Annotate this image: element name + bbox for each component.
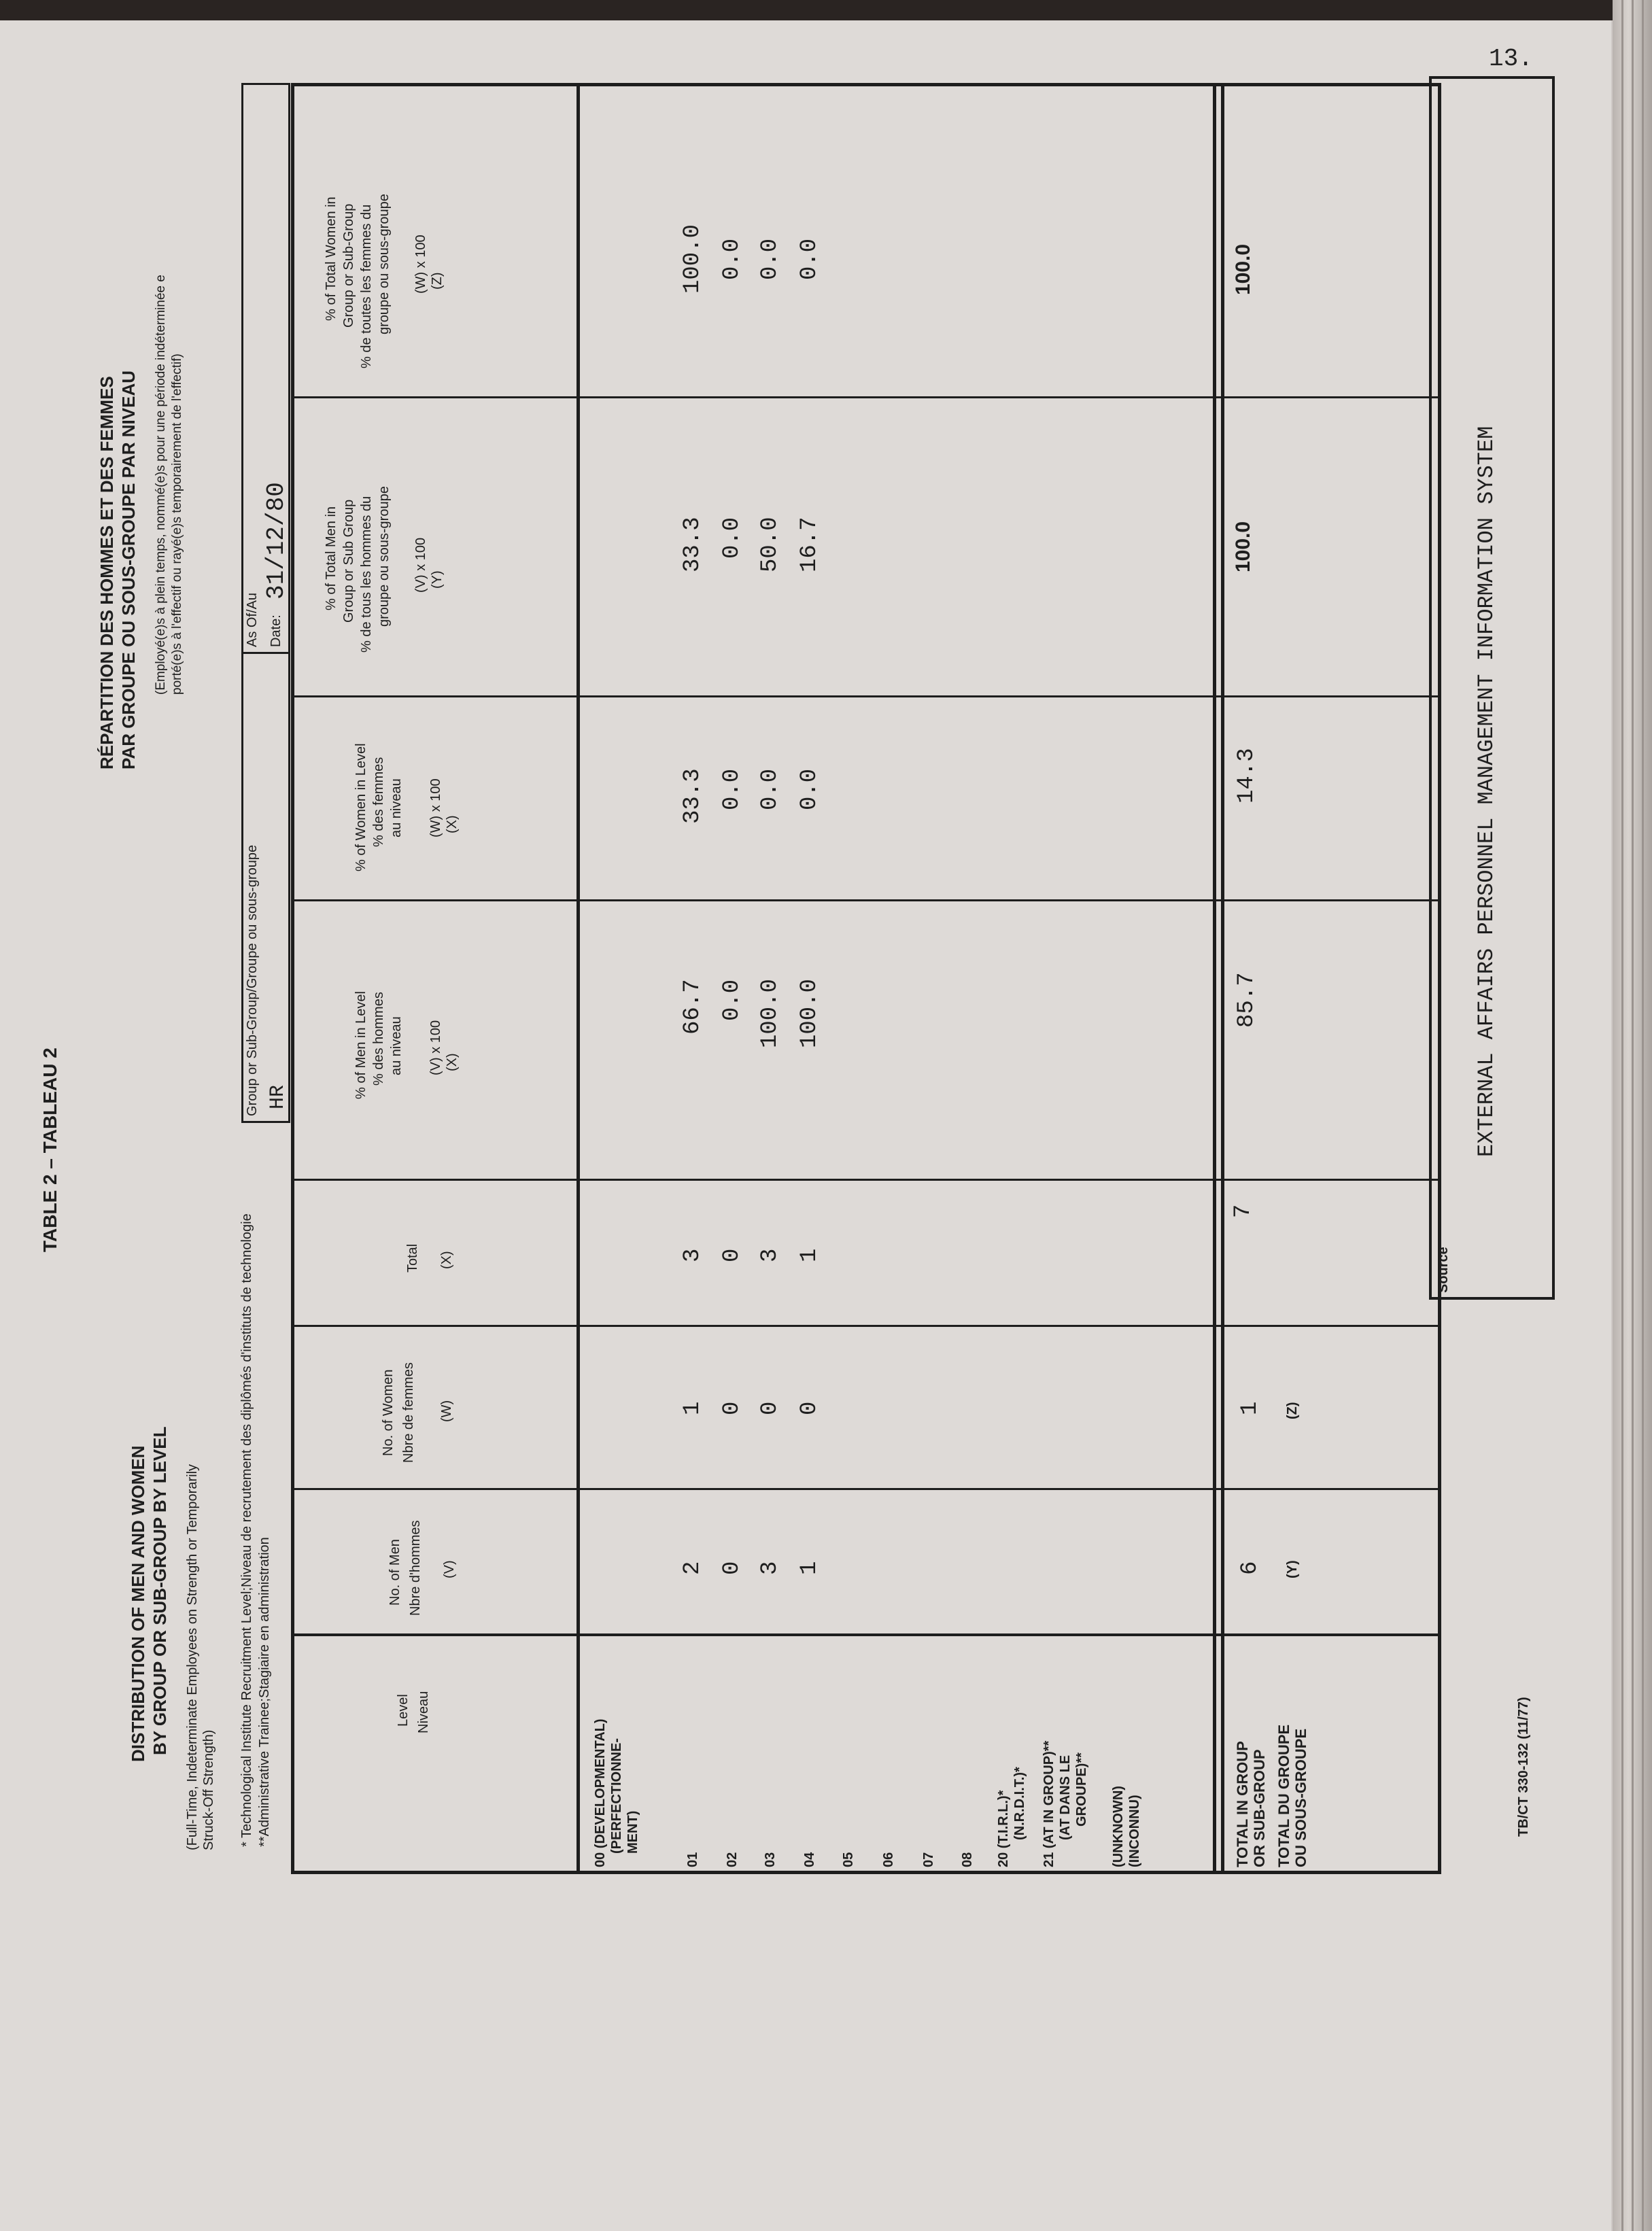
- r01-pct-men: 66.7: [680, 979, 706, 1035]
- r01-women: 1: [680, 1401, 706, 1415]
- source-label: Source: [1436, 1247, 1451, 1293]
- r03-pct-women: 0.0: [757, 768, 783, 810]
- r03-women: 0: [757, 1401, 783, 1415]
- header-pct-total-men-6: (Y): [430, 570, 445, 589]
- header-pct-total-men-4: groupe ou sous-groupe: [377, 486, 392, 627]
- subtitle-fr-line2: porté(e)s à l'effectif ou rayé(e)s temporairement de l'effectif): [170, 353, 184, 695]
- r04-total: 1: [797, 1248, 823, 1262]
- title-en-line1: DISTRIBUTION OF MEN AND WOMEN: [128, 1445, 148, 1762]
- header-total-letter: (X): [439, 1251, 454, 1269]
- total-label-4: OU SOUS-GROUPE: [1292, 1728, 1309, 1867]
- level-21-line2: (AT DANS LE: [1058, 1754, 1073, 1840]
- main-table: [291, 83, 1441, 1874]
- header-pct-women-3: au niveau: [389, 778, 404, 837]
- r03-pct-men: 100.0: [757, 978, 783, 1048]
- level-00-line2: (PERFECTIONNE-: [609, 1738, 624, 1854]
- header-pct-total-men-5: (V) x 100: [413, 537, 428, 593]
- level-08: 08: [960, 1852, 975, 1867]
- level-05: 05: [841, 1852, 856, 1867]
- header-pct-total-women-1: % of Total Women in: [324, 196, 339, 321]
- level-00-line3: MENT): [625, 1810, 640, 1854]
- level-07: 07: [921, 1852, 936, 1867]
- level-21-line1: 21 (AT IN GROUP)**: [1042, 1740, 1056, 1867]
- header-pct-total-women-3: % de toutes les femmes du: [359, 204, 374, 368]
- subtitle-en-line2: Struck-Off Strength): [201, 1729, 216, 1850]
- source-value: EXTERNAL AFFAIRS PERSONNEL MANAGEMENT INFORMATION SYSTEM: [1474, 426, 1499, 1157]
- page-number: 13.: [1489, 45, 1533, 73]
- header-pct-men-1: % of Men in Level: [354, 991, 368, 1099]
- page-edge-line: [1642, 0, 1644, 2231]
- page-edge-line: [1632, 0, 1634, 2231]
- title-en-line2: BY GROUP OR SUB-GROUP BY LEVEL: [150, 1426, 170, 1755]
- r03-pct-total-women: 0.0: [757, 238, 783, 280]
- r01-pct-total-men: 33.3: [680, 517, 706, 572]
- date-label: Date:: [269, 615, 283, 647]
- total-pct-men: 85.7: [1234, 972, 1260, 1028]
- header-pct-total-women-4: groupe ou sous-groupe: [377, 194, 392, 334]
- r03-total: 3: [757, 1248, 783, 1262]
- r04-pct-men: 100.0: [797, 978, 823, 1048]
- header-men-fr: Nbre d'hommes: [408, 1520, 423, 1616]
- r03-men: 3: [757, 1561, 783, 1575]
- subtitle-en-line1: (Full-Time, Indeterminate Employees on Strength or Temporarily: [185, 1464, 200, 1850]
- header-women-letter: (W): [439, 1400, 454, 1422]
- header-pct-women-4: (W) x 100: [428, 778, 443, 837]
- total-women-letter: (Z): [1285, 1402, 1300, 1419]
- header-pct-women-1: % of Women in Level: [354, 743, 368, 871]
- header-men-en: No. of Men: [388, 1539, 402, 1606]
- level-06: 06: [881, 1852, 896, 1867]
- header-level-en: Level: [396, 1694, 411, 1727]
- header-pct-men-4: (V) x 100: [428, 1020, 443, 1075]
- total-pct-total-men: 100.0: [1232, 521, 1254, 572]
- header-pct-men-2: % des hommes: [371, 992, 386, 1086]
- total-women: 1: [1237, 1401, 1263, 1415]
- r02-pct-total-women: 0.0: [719, 238, 745, 280]
- total-pct-total-women: 100.0: [1232, 243, 1254, 295]
- r02-pct-men: 0.0: [719, 979, 745, 1021]
- r02-pct-total-men: 0.0: [719, 517, 745, 559]
- group-value: HR: [266, 1084, 290, 1109]
- footnote-2: **Administrative Trainee;Stagiaire en administration: [257, 1537, 272, 1847]
- total-men: 6: [1237, 1561, 1263, 1575]
- header-pct-women-5: (X): [445, 815, 460, 833]
- level-20-line2: (N.R.D.I.T.)*: [1012, 1767, 1027, 1840]
- level-04: 04: [802, 1852, 817, 1867]
- r01-men: 2: [680, 1561, 706, 1575]
- table-title: TABLE 2 – TABLEAU 2: [39, 1048, 61, 1252]
- header-men-letter: (V): [442, 1560, 457, 1578]
- title-fr-line1: RÉPARTITION DES HOMMES ET DES FEMMES: [97, 376, 117, 769]
- r04-men: 1: [797, 1561, 823, 1575]
- header-pct-men-5: (X): [445, 1053, 460, 1071]
- header-total: Total: [405, 1243, 420, 1273]
- r02-men: 0: [719, 1561, 745, 1575]
- total-pct-women: 14.3: [1234, 748, 1260, 803]
- r01-pct-total-women: 100.0: [680, 224, 706, 294]
- header-women-fr: Nbre de femmes: [401, 1362, 416, 1463]
- asof-label: As Of/Au: [245, 592, 260, 647]
- title-fr-line2: PAR GROUPE OU SOUS-GROUPE PAR NIVEAU: [118, 370, 139, 769]
- total-label-3: TOTAL DU GROUPE: [1275, 1724, 1292, 1867]
- footnote-1: * Technological Institute Recruitment Level;Niveau de recrutement des diplômés d'instituts de technologie: [239, 1213, 254, 1847]
- total-men-letter: (Y): [1285, 1560, 1300, 1578]
- level-03: 03: [763, 1852, 778, 1867]
- header-pct-total-men-3: % de tous les hommes du: [359, 496, 374, 653]
- header-pct-total-men-2: Group or Sub Group: [341, 499, 356, 623]
- level-01: 01: [685, 1852, 700, 1867]
- level-00-line1: 00 (DEVELOPMENTAL): [593, 1718, 608, 1867]
- r02-pct-women: 0.0: [719, 768, 745, 810]
- header-pct-total-men-1: % of Total Men in: [324, 506, 339, 610]
- r04-pct-women: 0.0: [797, 768, 823, 810]
- r01-pct-women: 33.3: [680, 768, 706, 824]
- header-pct-women-2: % des femmes: [371, 757, 386, 847]
- header-women-en: No. of Women: [381, 1369, 396, 1456]
- level-unknown-line1: (UNKNOWN): [1111, 1786, 1126, 1867]
- r03-pct-total-men: 50.0: [757, 517, 783, 572]
- form-number: TB/CT 330-132 (11/77): [1516, 1697, 1531, 1837]
- level-unknown-line2: (INCONNU): [1127, 1795, 1142, 1867]
- header-pct-total-women-5: (W) x 100: [413, 235, 428, 294]
- level-02: 02: [725, 1852, 740, 1867]
- r02-total: 0: [719, 1248, 745, 1262]
- header-pct-total-women-6: (Z): [430, 272, 445, 290]
- level-21-line3: GROUPE)**: [1074, 1752, 1089, 1827]
- total-label-2: OR SUB-GROUP: [1251, 1749, 1268, 1867]
- r01-total: 3: [680, 1248, 706, 1262]
- header-pct-total-women-2: Group or Sub-Group: [341, 203, 356, 328]
- group-label: Group or Sub-Group/Groupe ou sous-groupe: [245, 844, 260, 1116]
- date-value: 31/12/80: [262, 482, 290, 600]
- r04-women: 0: [797, 1401, 823, 1415]
- page-edge-line: [1621, 0, 1623, 2231]
- header-pct-men-3: au niveau: [389, 1016, 404, 1075]
- r04-pct-total-women: 0.0: [797, 238, 823, 280]
- level-20-line1: 20 (T.I.R.L.)*: [996, 1790, 1011, 1867]
- total-label-1: TOTAL IN GROUP: [1234, 1741, 1251, 1867]
- subtitle-fr-line1: (Employé(e)s à plein temps, nommé(e)s pour une période indéterminée e: [154, 275, 168, 695]
- header-level-fr: Niveau: [416, 1691, 431, 1733]
- r02-women: 0: [719, 1401, 745, 1415]
- r04-pct-total-men: 16.7: [797, 517, 823, 572]
- total-total: 7: [1231, 1204, 1256, 1218]
